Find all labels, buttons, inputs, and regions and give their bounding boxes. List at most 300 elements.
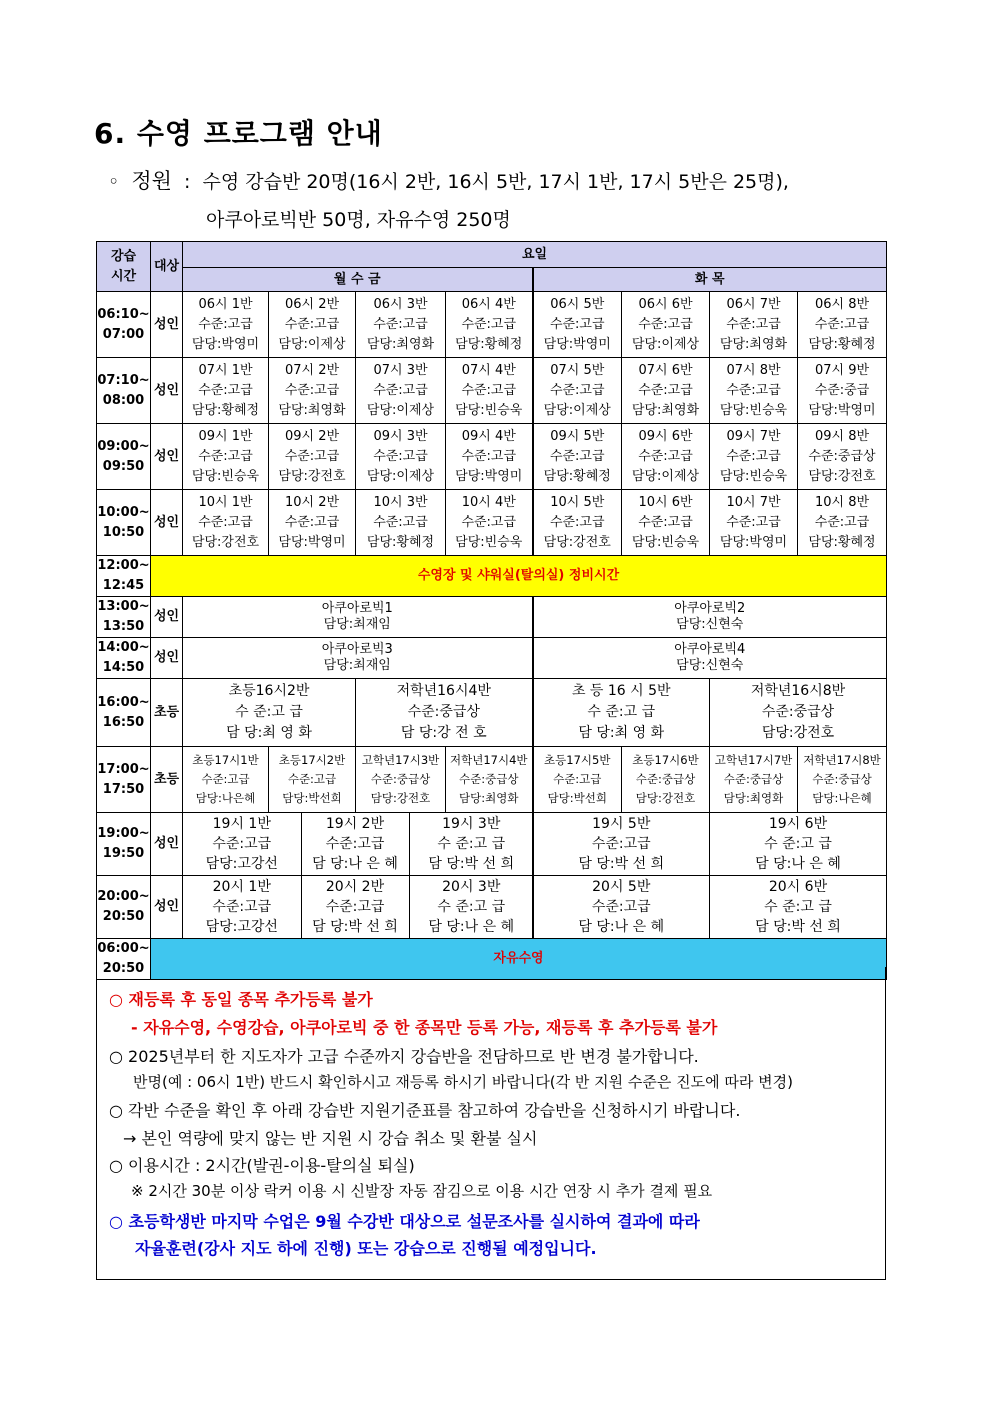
class-level: 수준:중급상: [635, 772, 696, 786]
class-level: 수준:고급: [638, 382, 693, 398]
class-level: 수준:고급: [284, 514, 340, 530]
class-instructor: 담당:강전호: [808, 468, 876, 484]
class-instructor: 담당:최영화: [278, 402, 346, 418]
class-instructor: 담당:고강선: [205, 919, 278, 935]
class-instructor: 담당:강전호: [543, 534, 611, 550]
header-time: [97, 242, 151, 292]
class-name: 10시 4반: [461, 494, 516, 510]
row-time: [97, 358, 151, 424]
class-instructor: 담당:최영화: [459, 791, 519, 805]
cell-line: 17:50: [102, 781, 145, 797]
class-name: 19시 2반: [325, 816, 385, 832]
class-cell: [798, 424, 887, 490]
aerobics-cell: [183, 597, 533, 638]
class-cell: [446, 358, 533, 424]
note-5-detail: 자율훈련(강사 지도 하에 진행) 또는 강습으로 진행될 예정입니다.: [135, 1239, 597, 1258]
class-instructor: 담당:황혜정: [808, 534, 876, 550]
class-name: 06시 2반: [284, 296, 340, 312]
class-cell: [269, 424, 356, 490]
aerobics-row: [97, 597, 887, 638]
cell-line: 13:50: [102, 619, 145, 634]
class-cell: [622, 292, 710, 358]
header-row: [97, 268, 887, 292]
class-name: 10시 8반: [814, 494, 870, 510]
class-instructor: 담 당:박 선 희: [578, 856, 665, 872]
cell-line: 12:45: [102, 578, 145, 593]
class-level: 수준:고급: [726, 316, 781, 332]
class-level: 수준:고급: [549, 448, 605, 464]
class-cell: [409, 876, 533, 938]
class-instructor: 담당:박선희: [547, 791, 607, 805]
class-level: 수준:중급: [814, 382, 870, 398]
class-level: 수준:고급: [284, 448, 340, 464]
class-level: 수준:고급: [638, 448, 693, 464]
class-level: 수준:고급: [284, 382, 340, 398]
class-name: 10시 1반: [198, 494, 253, 510]
class-name: 저학년17시8반: [803, 753, 881, 767]
cell-line: 14:00~: [97, 640, 150, 655]
class-level: 수준:고급: [726, 448, 781, 464]
cell-line: 20:50: [102, 909, 145, 924]
class-name: 07시 5반: [550, 362, 605, 378]
class-cell: [356, 747, 446, 813]
class-instructor: 담당:박선희: [282, 791, 342, 805]
schedule-row: [97, 490, 887, 556]
class-name: 초등16시2반: [228, 683, 310, 699]
row-target: 성인: [151, 358, 183, 424]
class-instructor: 담당:나은혜: [812, 791, 872, 805]
class-level: 수준:고급: [325, 836, 385, 852]
class-cell: [356, 292, 446, 358]
class-instructor: 담 당:강 전 호: [400, 725, 487, 741]
class-name: 아쿠아로빅2: [674, 601, 746, 616]
class-instructor: 담당:빈승욱: [719, 468, 788, 484]
cell-line: 07:00: [102, 326, 145, 342]
class-instructor: 담당:이제상: [366, 468, 435, 484]
class-cell: [356, 424, 446, 490]
class-level: 수준:고급: [212, 899, 272, 915]
class-name: 초등17시2반: [278, 753, 346, 767]
note-2: ○ 2025년부터 한 지도자가 고급 수준까지 강습반을 전담하므로 반 변경 불가합니다.: [109, 1047, 699, 1066]
class-cell: [446, 292, 533, 358]
class-instructor: 담당:신현숙: [676, 617, 744, 632]
class-instructor: 담당:황혜정: [455, 336, 523, 352]
class-name: 아쿠아로빅1: [321, 601, 393, 616]
class-instructor: 담당:강전호: [635, 791, 696, 805]
note-1-detail: - 자유수영, 수영강습, 아쿠아로빅 중 한 종목만 등록 가능, 재등록 후 추가등록 불가: [131, 1018, 718, 1037]
class-cell: [183, 358, 269, 424]
note-1: ○ 재등록 후 동일 종목 추가등록 불가: [109, 990, 373, 1009]
row-time: [97, 424, 151, 490]
class-instructor: 담 당:최 영 화: [226, 725, 312, 741]
class-instructor: 담 당:최 영 화: [578, 725, 665, 741]
class-name: 10시 7반: [726, 494, 781, 510]
header-target: 대상: [151, 242, 183, 292]
class-name: 고학년17시3반: [361, 753, 440, 767]
class-instructor: 담당:빈승욱: [455, 402, 523, 418]
class-instructor: 담당:최재임: [323, 658, 391, 673]
class-level: 수준:고급: [373, 514, 428, 530]
class-instructor: 담당:황혜정: [808, 336, 876, 352]
class-cell: [533, 747, 622, 813]
class-name: 09시 3반: [373, 428, 428, 444]
class-cell: [446, 747, 533, 813]
class-instructor: 담당:황혜정: [366, 534, 435, 550]
class-level: 수 준:고 급: [764, 899, 832, 915]
class-name: 09시 1반: [198, 428, 253, 444]
capacity-line1: 수영 강습반 20명(16시 2반, 16시 5반, 17시 1반, 17시 5반은 25명),: [202, 171, 789, 193]
class-instructor: 담당:최재임: [323, 617, 391, 632]
class-name: 07시 3반: [373, 362, 428, 378]
class-level: 수 준:고 급: [437, 899, 506, 915]
class-instructor: 담당:빈승욱: [719, 402, 788, 418]
row-target: 성인: [151, 813, 183, 876]
class-instructor: 담 당:나 은 혜: [755, 856, 841, 872]
class-cell: [533, 679, 710, 747]
class-instructor: 담당:박영미: [543, 336, 611, 352]
class-cell: [301, 813, 409, 875]
class-cell: [710, 747, 798, 813]
class-level: 수 준:고 급: [437, 836, 506, 852]
class-name: 09시 8반: [814, 428, 870, 444]
note-3: ○ 각반 수준을 확인 후 아래 강습반 지원기준표를 참고하여 강습반을 신청하시기 바랍니다.: [109, 1101, 741, 1120]
row-target: 초등: [151, 747, 183, 813]
class-cell: [798, 358, 887, 424]
class-instructor: 담당:황혜정: [543, 468, 611, 484]
class-level: 수 준:고 급: [587, 704, 656, 720]
class-cell: [798, 490, 887, 556]
schedule-row: [97, 679, 887, 747]
class-level: 수준:고급: [638, 514, 693, 530]
class-cell: [622, 424, 710, 490]
class-cell: [269, 292, 356, 358]
class-cell: [183, 679, 356, 747]
class-cell: [183, 876, 301, 938]
row-time: [97, 813, 151, 876]
class-instructor: 담당:강전호: [761, 725, 835, 741]
class-cell: [710, 424, 798, 490]
class-cell: [301, 876, 409, 938]
class-instructor: 담당:박영미: [455, 468, 523, 484]
class-name: 09시 4반: [461, 428, 516, 444]
class-level: 수준:고급: [198, 514, 253, 530]
class-name: 19시 5반: [592, 816, 651, 832]
class-name: 06시 5반: [550, 296, 605, 312]
class-cell: [533, 876, 710, 939]
class-name: 09시 5반: [550, 428, 605, 444]
class-name: 20시 5반: [592, 879, 651, 895]
aerobics-cell: [533, 597, 887, 638]
class-name: 초등17시5반: [544, 753, 611, 767]
row-target: 성인: [151, 490, 183, 556]
class-cell: [183, 747, 269, 813]
class-name: 07시 9반: [814, 362, 870, 378]
class-level: 수준:고급: [373, 382, 428, 398]
class-cell: [533, 358, 622, 424]
row-target: 성인: [151, 876, 183, 939]
class-level: 수준:고급: [201, 772, 250, 786]
class-name: 저학년16시8반: [750, 683, 846, 699]
cell-line: 19:00~: [97, 826, 150, 841]
cell-line: 10:00~: [97, 504, 150, 520]
class-instructor: 담 당:나 은 혜: [428, 919, 515, 935]
class-name: 06시 1반: [198, 296, 253, 312]
cell-line: 09:00~: [97, 438, 150, 454]
class-instructor: 담당:최영화: [719, 336, 788, 352]
class-cell: [269, 358, 356, 424]
class-name: 07시 6반: [638, 362, 693, 378]
row-time: [97, 638, 151, 679]
class-cell: [622, 490, 710, 556]
row-target: 성인: [151, 597, 183, 638]
class-instructor: 담당:박영미: [719, 534, 788, 550]
class-level: 수준:고급: [461, 514, 517, 530]
class-name: 초등17시1반: [192, 753, 259, 767]
class-cell: [356, 490, 446, 556]
class-instructor: 담당:이제상: [631, 468, 700, 484]
class-level: 수준:고급: [726, 514, 781, 530]
class-name: 09시 7반: [726, 428, 781, 444]
class-instructor: 담당:이제상: [543, 402, 611, 418]
class-instructor: 담당:이제상: [278, 336, 346, 352]
class-name: 07시 4반: [461, 362, 516, 378]
row-time: [97, 679, 151, 747]
class-instructor: 담 당:박 선 희: [312, 919, 398, 935]
left-group: [183, 813, 533, 876]
row-time: [97, 876, 151, 939]
schedule-row: [97, 424, 887, 490]
page-title: 6. 수영 프로그램 안내: [94, 117, 383, 150]
class-cell: [622, 358, 710, 424]
class-cell: [533, 813, 710, 876]
class-name: 저학년16시4반: [396, 683, 491, 699]
class-name: 10시 6반: [638, 494, 693, 510]
class-cell: [622, 747, 710, 813]
note-2-detail: 반명(예 : 06시 1반) 반드시 확인하시고 재등록 하시기 바랍니다(각 반 지원 수준은 진도에 따라 변경): [133, 1073, 793, 1091]
class-cell: [183, 813, 301, 875]
class-cell: [356, 679, 533, 747]
aerobics-row: [97, 638, 887, 679]
class-cell: [798, 747, 887, 813]
bullet: ◦: [108, 171, 120, 193]
class-level: 수 준:고 급: [235, 704, 303, 720]
class-name: 20시 1반: [212, 879, 271, 895]
class-name: 09시 6반: [638, 428, 693, 444]
class-level: 수준:중급상: [761, 704, 835, 720]
class-cell: [183, 292, 269, 358]
class-level: 수준:고급: [284, 316, 340, 332]
maintenance-row: [97, 556, 887, 597]
cell-line: 10:50: [102, 524, 145, 540]
class-instructor: 담당:빈승욱: [455, 534, 523, 550]
class-cell: [533, 424, 622, 490]
class-level: 수준:중급상: [407, 704, 480, 720]
class-cell: [356, 358, 446, 424]
class-instructor: 담 당:박 선 희: [755, 919, 841, 935]
class-level: 수준:고급: [814, 316, 870, 332]
class-instructor: 담 당:나 은 혜: [578, 919, 665, 935]
class-level: 수준:고급: [198, 382, 253, 398]
class-name: 07시 1반: [198, 362, 253, 378]
class-name: 07시 8반: [726, 362, 781, 378]
class-instructor: 담당:최영화: [631, 402, 700, 418]
cell-line: 12:00~: [97, 558, 150, 573]
header-day: 요일: [183, 242, 887, 268]
class-name: 06시 4반: [461, 296, 516, 312]
class-level: 수 준:고 급: [764, 836, 832, 852]
capacity-colon: :: [183, 171, 191, 193]
class-name: 06시 8반: [814, 296, 870, 312]
class-cell: [183, 424, 269, 490]
class-name: 20시 3반: [442, 879, 501, 895]
schedule-row: [97, 813, 887, 876]
class-instructor: 담당:고강선: [205, 856, 278, 872]
class-name: 10시 2반: [284, 494, 340, 510]
class-level: 수준:중급상: [370, 772, 431, 786]
schedule-table: [96, 241, 887, 980]
notes-box: [96, 967, 886, 1280]
note-4-detail: ※ 2시간 30분 이상 락커 이용 시 신발장 자동 잠김으로 이용 시간 연장 시 추가 결제 필요: [131, 1182, 713, 1200]
class-instructor: 담당:강전호: [370, 791, 431, 805]
class-instructor: 담당:박영미: [808, 402, 876, 418]
schedule-row: [97, 876, 887, 939]
class-level: 수준:고급: [461, 316, 517, 332]
class-name: 초 등 16 시 5반: [571, 683, 671, 699]
row-time: [97, 556, 151, 597]
row-target: 성인: [151, 292, 183, 358]
class-cell: [710, 679, 887, 747]
class-level: 수준:고급: [591, 899, 651, 915]
cell-line: 시간: [110, 268, 137, 284]
aerobics-cell: [533, 638, 887, 679]
cell-line: 20:00~: [97, 889, 150, 904]
class-level: 수준:고급: [549, 382, 605, 398]
capacity-label: 정원: [131, 169, 172, 193]
class-name: 09시 2반: [284, 428, 340, 444]
note-3-detail: → 본인 역량에 맞지 않는 반 지원 시 강습 취소 및 환불 실시: [123, 1129, 538, 1148]
class-level: 수준:고급: [198, 448, 253, 464]
class-cell: [710, 358, 798, 424]
cell-line: 14:50: [102, 660, 145, 675]
class-instructor: 담당:이제상: [366, 402, 435, 418]
class-cell: [409, 813, 533, 875]
row-target: 초등: [151, 679, 183, 747]
row-time: [97, 747, 151, 813]
class-cell: [446, 490, 533, 556]
class-name: 19시 6반: [768, 816, 828, 832]
row-target: 성인: [151, 638, 183, 679]
cell-line: 16:50: [102, 714, 145, 730]
note-5: ○ 초등학생반 마지막 수업은 9월 수강반 대상으로 설문조사를 실시하여 결과에 따라: [109, 1212, 700, 1231]
class-instructor: 담당:박영미: [191, 336, 260, 352]
class-instructor: 담당:빈승욱: [631, 534, 700, 550]
header-group-mwf: 월 수 금: [183, 268, 533, 292]
class-name: 19시 3반: [442, 816, 501, 832]
header-group-tt: 화 목: [533, 268, 887, 292]
class-level: 수준:고급: [212, 836, 272, 852]
class-level: 수준:고급: [373, 448, 428, 464]
cell-line: 13:00~: [97, 599, 150, 614]
header-row: [97, 242, 887, 268]
class-level: 수준:고급: [638, 316, 693, 332]
row-target: 성인: [151, 424, 183, 490]
class-instructor: 담당:빈승욱: [191, 468, 260, 484]
class-instructor: 담당:최영화: [723, 791, 784, 805]
class-cell: [269, 747, 356, 813]
cell-line: 07:10~: [97, 372, 150, 388]
class-cell: [533, 292, 622, 358]
class-level: 수준:고급: [549, 316, 605, 332]
schedule-row: [97, 358, 887, 424]
cell-line: 17:00~: [97, 761, 150, 777]
class-name: 고학년17시7반: [714, 753, 793, 767]
cell-line: 06:00~: [97, 941, 150, 956]
class-cell: [710, 490, 798, 556]
class-cell: [710, 292, 798, 358]
cell-line: 강습: [110, 248, 137, 264]
class-name: 20시 6반: [768, 879, 828, 895]
schedule-row: [97, 747, 887, 813]
class-cell: [446, 424, 533, 490]
class-name: 초등17시6반: [632, 753, 699, 767]
freeswim-text: 자유수영: [151, 939, 887, 980]
row-time: [97, 292, 151, 358]
left-group: [183, 876, 533, 939]
cell-line: 06:10~: [97, 306, 150, 322]
row-time: [97, 490, 151, 556]
class-level: 수준:중급상: [812, 772, 872, 786]
class-level: 수준:중급상: [459, 772, 519, 786]
class-level: 수준:고급: [461, 448, 517, 464]
class-instructor: 담 당:나 은 혜: [312, 856, 398, 872]
class-cell: [269, 490, 356, 556]
class-instructor: 담당:박영미: [278, 534, 346, 550]
capacity-info: [108, 162, 789, 239]
class-level: 수준:고급: [198, 316, 253, 332]
cell-line: 20:50: [102, 961, 145, 976]
maintenance-text: 수영장 및 샤워실(탈의실) 정비시간: [151, 556, 887, 597]
class-level: 수준:고급: [549, 514, 605, 530]
class-name: 06시 7반: [726, 296, 781, 312]
class-level: 수준:고급: [591, 836, 651, 852]
cell-line: 09:50: [102, 458, 145, 474]
class-level: 수준:고급: [461, 382, 517, 398]
class-level: 수준:고급: [814, 514, 870, 530]
cell-line: 16:00~: [97, 694, 150, 710]
note-4: ○ 이용시간 : 2시간(발권-이용-탈의실 퇴실): [109, 1156, 415, 1175]
class-cell: [798, 292, 887, 358]
class-name: 06시 3반: [373, 296, 428, 312]
cell-line: 19:50: [102, 846, 145, 861]
class-name: 아쿠아로빅3: [321, 642, 393, 657]
class-instructor: 담 당:박 선 희: [428, 856, 515, 872]
class-instructor: 담당:황혜정: [191, 402, 260, 418]
class-cell: [533, 490, 622, 556]
capacity-line2: 아쿠아로빅반 50명, 자유수영 250명: [206, 209, 511, 231]
class-instructor: 담당:이제상: [631, 336, 700, 352]
row-time: [97, 597, 151, 638]
class-name: 10시 3반: [373, 494, 428, 510]
class-name: 20시 2반: [325, 879, 385, 895]
class-instructor: 담당:강전호: [191, 534, 260, 550]
class-name: 10시 5반: [550, 494, 605, 510]
class-level: 수준:고급: [325, 899, 385, 915]
class-cell: [183, 490, 269, 556]
class-name: 06시 6반: [638, 296, 693, 312]
class-level: 수준:고급: [373, 316, 428, 332]
class-name: 아쿠아로빅4: [674, 642, 746, 657]
class-level: 수준:중급상: [808, 448, 876, 464]
